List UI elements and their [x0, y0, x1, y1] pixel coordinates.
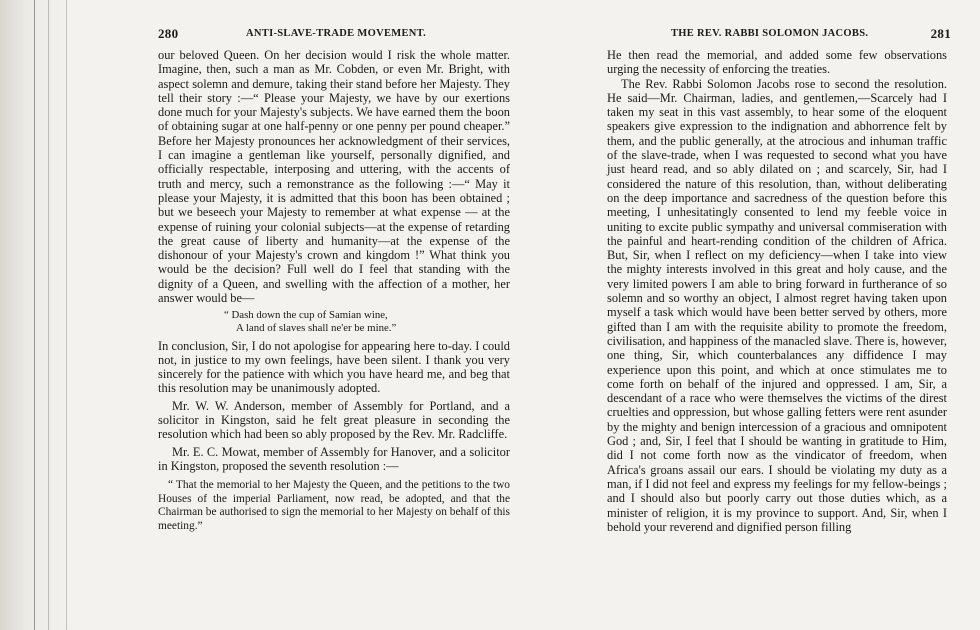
verse-quotation — [224, 309, 510, 334]
left-running-title: ANTI-SLAVE-TRADE MOVEMENT. — [246, 28, 427, 39]
gutter-edge-line — [34, 0, 35, 630]
verse-line: “ Dash down the cup of Samian wine, — [224, 309, 388, 322]
right-page-header — [607, 26, 951, 48]
right-running-title: THE REV. RABBI SOLOMON JACOBS. — [671, 28, 869, 39]
gutter-edge-line — [48, 0, 49, 630]
left-page-body — [158, 48, 510, 534]
right-page-body — [607, 48, 947, 534]
paragraph: our beloved Queen. On her decision would I risk the whole matter. Imagine, then, such a man as Mr. Cobden, or even Mr. Bright, with aspect solemn and demure, taking their stand before her Majesty. They tell their story :—“ Please your Majesty, we have by our exertions done much for your Majesty's subjects. We have earned them the boon of obtaining sugar at one half-penny or one penny per pound cheaper.” Before her Majesty pronounces her acknowledgment of their services, I can imagine a gentleman like yourself, personally dignified, and officially respectable, interposing and uttering, with the accents of truth and mercy, such a remonstrance as the following :—“ May it please your Majesty, it is admitted that this boon has been obtained ; but we beseech your Majesty to remember at what expense — at the expense of ruining your colonial subjects—at the expense of retarding the great cause of liberty and humanity—at the expense of the dishonour of your Majesty's crown and kingdom !” What think you would be the decision? Full well do I feel that standing with the dignity of a Queen, and swelling with the affection of a mother, her answer would be— — [158, 48, 510, 306]
left-page — [158, 26, 510, 534]
paragraph: He then read the memorial, and added some few observations urging the necessity of enforcing the treaties. — [607, 48, 947, 77]
right-page — [607, 26, 951, 534]
gutter-edge-line — [66, 0, 67, 630]
book-gutter — [0, 0, 75, 630]
paragraph: In conclusion, Sir, I do not apologise for appearing here to-day. I could not, in justice to my own feelings, have been silent. I thank you very sincerely for the patience with which you have heard me, and beg that this resolution may be unanimously adopted. — [158, 338, 510, 396]
paragraph: Mr. E. C. Mowat, member of Assembly for Hanover, and a solicitor in Kingston, proposed the seventh resolution :— — [158, 444, 510, 473]
right-page-number: 281 — [930, 26, 951, 41]
left-page-number: 280 — [158, 26, 179, 41]
verse-line: A land of slaves shall ne'er be mine.” — [236, 321, 397, 334]
left-page-header — [158, 26, 510, 48]
paragraph: The Rev. Rabbi Solomon Jacobs rose to second the resolution. He said—Mr. Chairman, ladies, and gentlemen,—Scarcely had I taken my seat in this vast assembly, to hear some of the eloquent speakers give expression to the indignation and abhorrence felt by them, and the public generally, at the atrocious and inhuman traffic of the slave-trade, when I was requested to second what you have just heard read, and so ably dilated on ; and scarcely, Sir, had I considered the nature of this resolution, than, without deliberating on the deep importance and sacredness of the question before this meeting, I unhesitatingly consented to lend my feeble voice in uniting to excite public sympathy and universal commiseration with the painful and heart-rending condition of the children of Africa. But, Sir, when I reflect on my deficiency—when I take into view the mighty interests involved in this great and holy cause, and the very limited powers I am able to bring forward in furtherance of so solemn and so worthy an object, I almost regret having taken upon myself a task which would have been better served by others, more gifted than I am with the requisite ability to promote the freedom, civilisation, and happiness of the manacled slave. There is, however, one thing, Sir, which counterbalances any diffidence I may experience upon this point, and which at once stimulates me to come forth on behalf of the injured and oppressed. I am, Sir, a descendant of a race who were themselves the victims of the direst cruelties and oppression, but whose galling fetters were rent asunder by the mighty and benign intercession of a gracious and omnipotent God ; and, Sir, I feel that I should be wanting in gratitude to Him, did I not come forth now as the vindicator of freedom, when Africa's groans assail our ears. I should be violating my duty as a man, if I did not feel and express my feelings for my fellow-beings ; and I should also but poorly carry out those duties which, as a minister of religion, it is my province to support. And, Sir, when I behold your reverend and dignified person filling — [607, 76, 947, 534]
paragraph: Mr. W. W. Anderson, member of Assembly for Portland, and a solicitor in Kingston, said he felt great pleasure in seconding the resolution which had been so ably proposed by the Rev. Mr. Radcliffe. — [158, 398, 510, 442]
resolution-quote: “ That the memorial to her Majesty the Queen, and the petitions to the two Houses of the imperial Parliament, now read, be adopted, and that the Chairman be authorised to sign the memorial to her Majesty on behalf of this meeting.” — [158, 479, 510, 532]
